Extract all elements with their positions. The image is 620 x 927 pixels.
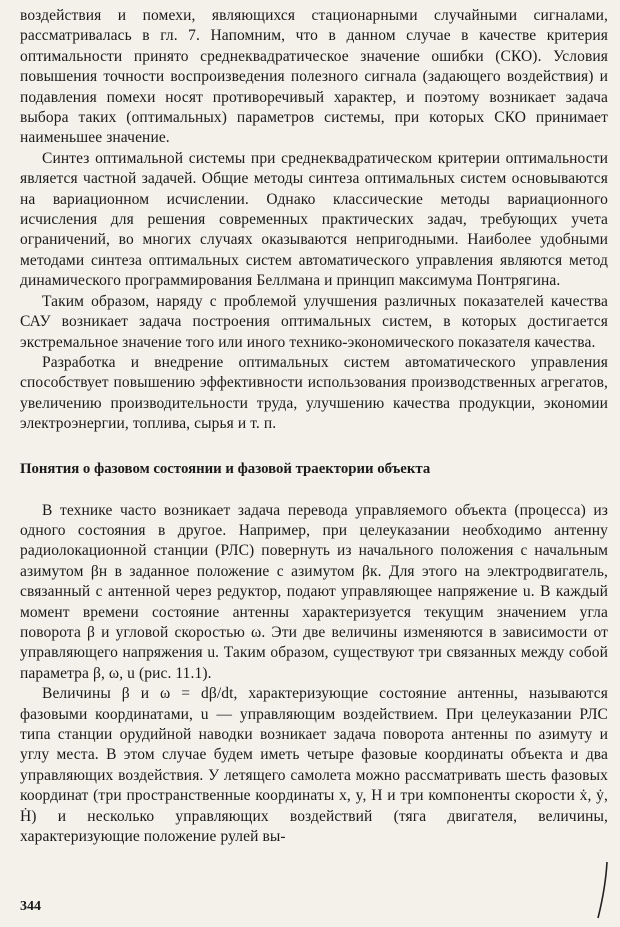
page-number: 344 (20, 899, 41, 914)
pen-mark-icon (596, 860, 610, 920)
paragraph-2: Синтез оптимальной системы при среднеквадратическом критерии оптимальности является частной задачей. Общие методы синтеза оптимальных систем основываются на вариационном исчислении. Однако классические методы вариационного исчисления для решения современных практических задач, требующих учета ограничений, во многих случаях оказываются непригодными. Наиболее удобными методами синтеза оптимальных систем автоматического управления являются метод динамического программирования Беллмана и принцип максимума Понтрягина. (20, 149, 608, 290)
paragraph-6: Величины β и ω = dβ/dt, характеризующие состояние антенны, называются фазовыми координатами, u — управляющим воздействием. При целеуказании РЛС типа станции орудийной наводки возникает задача поворота антенны по азимуту и углу места. В этом случае будем иметь четыре фазовые координаты объекта и два управляющих воздействия. У летящего самолета можно рассматривать шесть фазовых координат (три пространственные координаты x, y, H и три компоненты скорости ẋ, ẏ, Ḣ) и несколько управляющих воздействий (тяга двигателя, величины, характеризующие положение рулей вы- (20, 685, 608, 846)
paragraph-4: Разработка и внедрение оптимальных систем автоматического управления способствует повышению эффективности использования производственных агрегатов, увеличению производительности труда, улучшению качества продукции, экономии электроэнергии, топлива, сырья и т. п. (20, 353, 608, 433)
paragraph-1: воздействия и помехи, являющихся стационарными случайными сигналами, рассматривалась в гл. 7. Напомним, что в данном случае в качестве критерия оптимальности принято среднеквадратическое значение ошибки (СКО). Условия повышения точности воспроизведения полезного сигнала (задающего воздействия) и подавления помехи носят противоречивый характер, и поэтому возникает задача выбора таких (оптимальных) параметров системы, при которых СКО принимает наименьшее значение. (20, 7, 608, 147)
paragraph-5: В технике часто возникает задача перевода управляемого объекта (процесса) из одного состояния в другое. Например, при целеуказании необходимо антенну радиолокационной станции (РЛС) повернуть из начального положения с начальным азимутом βн в заданное положение с азимутом βк. Для этого на электродвигатель, связанный с антенной через редуктор, подают управляющее напряжение u. В каждый момент времени состояние антенны характеризуется текущим значением угла поворота β и угловой скоростью ω. Эти две величины изменяются в зависимости от управляющего напряжения u. Таким образом, существуют три связанных между собой параметра β, ω, u (рис. 11.1). (20, 501, 608, 682)
paragraph-3: Таким образом, наряду с проблемой улучшения различных показателей качества САУ возникает задача построения оптимальных систем, в которых достигается экстремальное значение того или иного технико-экономического показателя качества. (20, 292, 608, 351)
section-heading: Понятия о фазовом состоянии и фазовой траектории объекта (20, 460, 431, 477)
page-body (20, 6, 608, 847)
